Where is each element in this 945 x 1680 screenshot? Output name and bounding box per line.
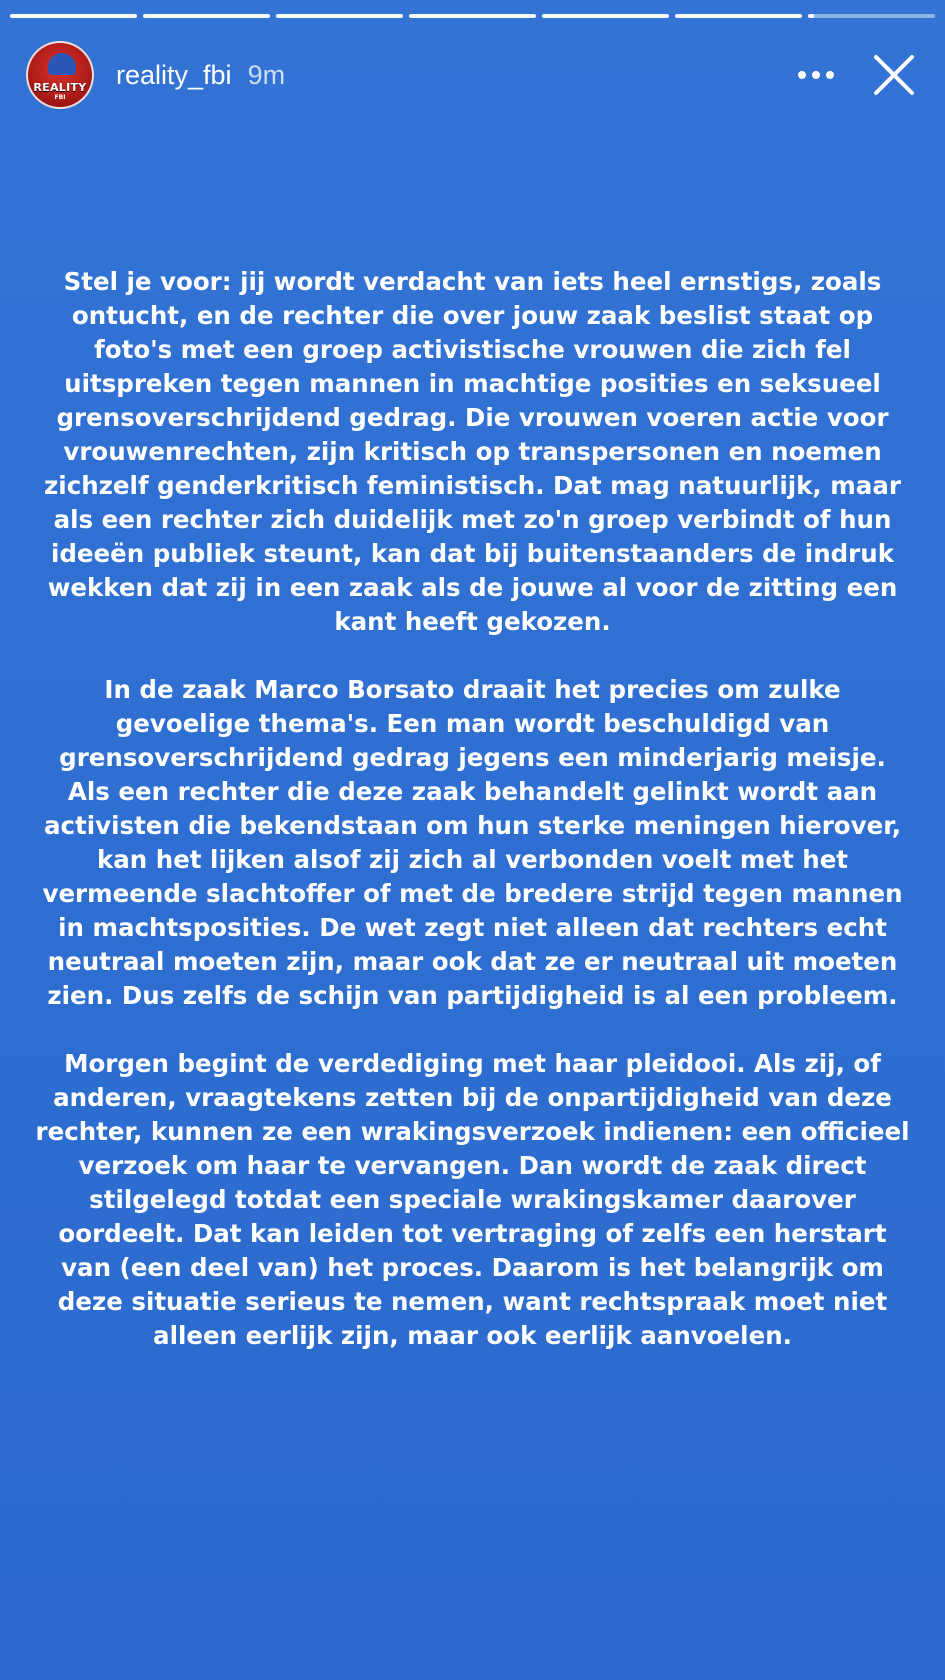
story-progress-bar — [10, 14, 935, 20]
avatar-logo-cap — [48, 53, 76, 75]
avatar-logo-sub: FBI — [54, 94, 66, 101]
story-paragraph-2: In de zaak Marco Borsato draait het precies om zulke gevoelige thema's. Een man wordt beschuldigd van grensoverschrijdend gedrag jegens een minderjarig meisje. Als een rechter die deze zaak behandelt gelinkt wordt aan activisten die bekendstaan om hun sterke meningen hierover, kan het lijken alsof zij zich al verbonden voelt met het vermeende slachtoffer of met de bredere strijd tegen mannen in machtsposities. De wet zegt niet alleen dat rechters echt neutraal moeten zijn, maar ook dat ze er neutraal uit moeten zien. Dus zelfs de schijn van partijdigheid is al een probleem. — [42, 675, 903, 1010]
progress-segment — [675, 14, 802, 18]
story-header — [26, 40, 925, 110]
story-paragraph-3: Morgen begint de verdediging met haar pleidooi. Als zij, of anderen, vraagtekens zetten bij de onpartijdigheid van deze rechter, kunnen ze een wrakingsverzoek indienen: een officieel verzoek om haar te vervangen. Dan wordt de zaak direct stilgelegd totdat een speciale wrakingskamer daarover oordeelt. Dat kan leiden tot vertraging of zelfs een herstart van (een deel van) het proces. Daarom is het belangrijk om deze situatie serieus te nemen, want rechtspraak moet niet alleen eerlijk zijn, maar ook eerlijk aanvoelen. — [35, 1049, 910, 1350]
progress-segment-fill — [808, 14, 814, 18]
more-options-button[interactable] — [791, 55, 841, 95]
progress-segment — [409, 14, 536, 18]
progress-segment — [276, 14, 403, 18]
more-horizontal-icon — [796, 70, 836, 80]
username[interactable]: reality_fbi — [116, 59, 232, 90]
progress-segment-active — [808, 14, 935, 18]
close-button[interactable] — [869, 50, 919, 100]
avatar-logo-text: REALITY — [33, 81, 87, 94]
avatar[interactable] — [26, 41, 94, 109]
progress-segment — [10, 14, 137, 18]
close-icon — [872, 53, 916, 97]
progress-segment — [143, 14, 270, 18]
progress-segment — [542, 14, 669, 18]
story-paragraph-1: Stel je voor: jij wordt verdacht van iets heel ernstigs, zoals ontucht, en de rechter die over jouw zaak beslist staat op foto's met een groep activistische vrouwen die zich fel uitspreken tegen mannen in machtige posities en seksueel grensoverschrijdend gedrag. Die vrouwen voeren actie voor vrouwenrechten, zijn kritisch op transpersonen en noemen zichzelf genderkritisch feministisch. Dat mag natuurlijk, maar als een rechter zich duidelijk met zo'n groep verbindt of hun ideeën publiek steunt, kan dat bij buitenstaanders de indruk wekken dat zij in een zaak als de jouwe al voor de zitting een kant heeft gekozen. — [44, 267, 901, 636]
post-time: 9m — [247, 59, 286, 90]
story-text — [34, 265, 911, 1387]
